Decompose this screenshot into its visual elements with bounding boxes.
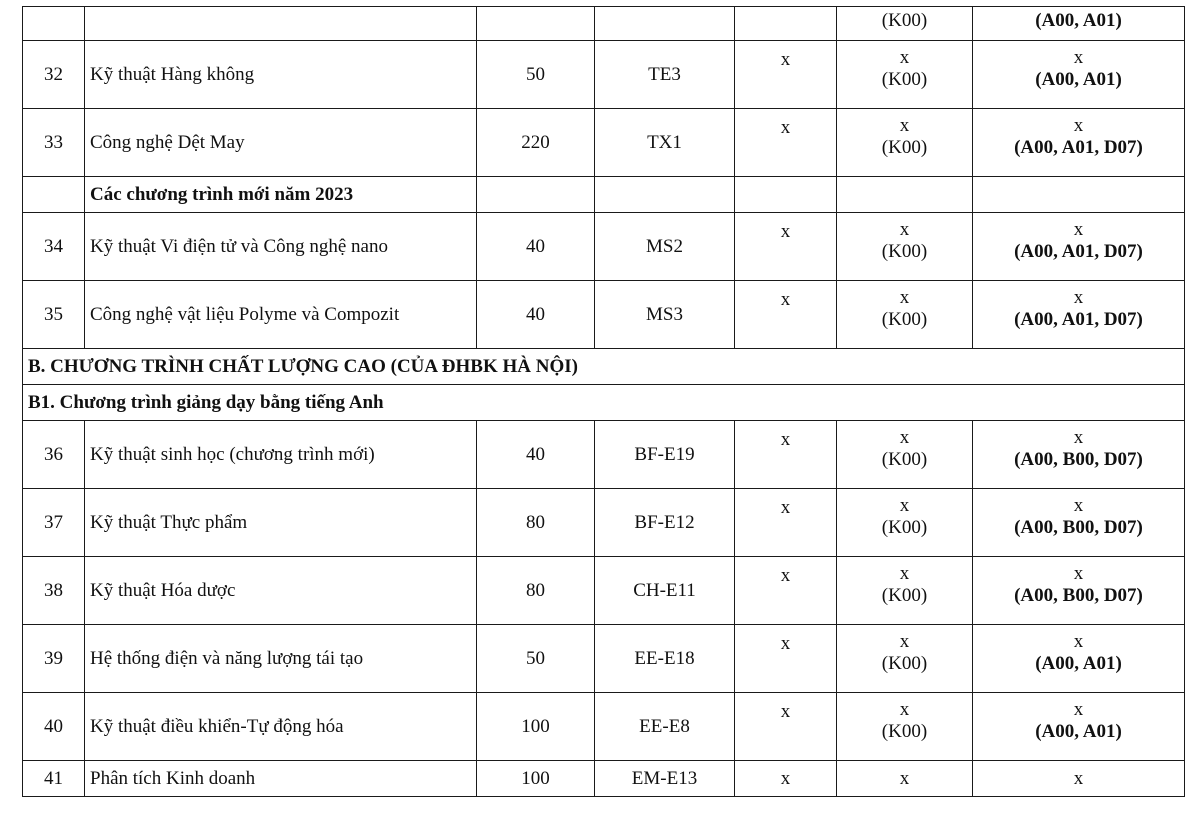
method-3-combo: (A00, A01, D07) xyxy=(1014,137,1143,158)
method-3-cell xyxy=(973,489,1185,557)
program-code-cell: CH-E11 xyxy=(595,557,735,625)
program-name-cell xyxy=(85,7,477,41)
quota-cell: 100 xyxy=(477,693,595,761)
method-3-cell xyxy=(973,557,1185,625)
program-name-cell: Kỹ thuật Hàng không xyxy=(85,41,477,109)
subheader-row xyxy=(23,177,1185,213)
quota-cell: 80 xyxy=(477,557,595,625)
method-2-combo: (K00) xyxy=(881,653,928,674)
table-row xyxy=(23,625,1185,693)
method-2-cell xyxy=(837,421,973,489)
quota-cell: 40 xyxy=(477,421,595,489)
method-2-combo: (K00) xyxy=(881,309,928,330)
method-2-cell xyxy=(837,693,973,761)
table-row xyxy=(23,41,1185,109)
method-2-combo: (K00) xyxy=(881,69,928,90)
method-2-mark: x xyxy=(899,631,910,652)
method-3-combo: (A00, B00, D07) xyxy=(1014,585,1143,606)
stt-cell: 35 xyxy=(23,281,85,349)
method-2-mark: x xyxy=(899,495,910,516)
method-2-combo: (K00) xyxy=(881,721,928,742)
method-3-mark: x xyxy=(1073,495,1084,516)
method-3-cell xyxy=(973,7,1185,41)
method-2-mark: x xyxy=(899,563,910,584)
empty-cell xyxy=(837,177,973,213)
method-3-cell xyxy=(973,625,1185,693)
method-1-cell: x xyxy=(735,281,837,349)
method-3-mark: x xyxy=(1073,563,1084,584)
program-code-cell: MS2 xyxy=(595,213,735,281)
method-3-mark: x xyxy=(1073,427,1084,448)
program-code-cell: EE-E8 xyxy=(595,693,735,761)
method-3-cell xyxy=(973,213,1185,281)
empty-cell xyxy=(477,177,595,213)
method-3-combo: (A00, A01) xyxy=(1035,10,1122,31)
table-row xyxy=(23,693,1185,761)
table-row xyxy=(23,109,1185,177)
table-row xyxy=(23,421,1185,489)
quota-cell: 40 xyxy=(477,281,595,349)
quota-cell xyxy=(477,7,595,41)
program-name-cell: Kỹ thuật Thực phẩm xyxy=(85,489,477,557)
stt-cell: 39 xyxy=(23,625,85,693)
method-3-combo: (A00, A01, D07) xyxy=(1014,241,1143,262)
method-2-mark: x xyxy=(899,699,910,720)
table-row xyxy=(23,213,1185,281)
method-3-combo: (A00, B00, D07) xyxy=(1014,517,1143,538)
method-2-cell xyxy=(837,213,973,281)
quota-cell: 50 xyxy=(477,625,595,693)
stt-cell: 40 xyxy=(23,693,85,761)
method-2-cell xyxy=(837,109,973,177)
method-3-mark: x xyxy=(1073,699,1084,720)
admissions-table xyxy=(22,6,1185,797)
admissions-table-page xyxy=(22,6,1184,797)
stt-cell xyxy=(23,177,85,213)
method-2-combo: (K00) xyxy=(881,517,928,538)
method-3-cell xyxy=(973,421,1185,489)
method-3-mark: x xyxy=(1073,47,1084,68)
section-heading: B. CHƯƠNG TRÌNH CHẤT LƯỢNG CAO (CỦA ĐHBK HÀ NỘI) xyxy=(23,349,1185,385)
table-row xyxy=(23,761,1185,797)
stt-cell: 34 xyxy=(23,213,85,281)
method-3-combo: (A00, A01) xyxy=(1035,69,1122,90)
program-code-cell: EM-E13 xyxy=(595,761,735,797)
method-3-mark: x xyxy=(1073,115,1084,136)
quota-cell: 80 xyxy=(477,489,595,557)
program-code-cell: TX1 xyxy=(595,109,735,177)
method-2-mark: x xyxy=(899,219,910,240)
section-heading: B1. Chương trình giảng dạy bằng tiếng Anh xyxy=(23,385,1185,421)
method-2-cell xyxy=(837,489,973,557)
stt-cell xyxy=(23,7,85,41)
quota-cell: 100 xyxy=(477,761,595,797)
method-3-combo: (A00, A01, D07) xyxy=(1014,309,1143,330)
empty-cell xyxy=(595,177,735,213)
method-2-cell xyxy=(837,557,973,625)
program-code-cell: MS3 xyxy=(595,281,735,349)
method-2-mark: x xyxy=(899,47,910,68)
method-3-combo: (A00, A01) xyxy=(1035,653,1122,674)
method-1-cell: x xyxy=(735,421,837,489)
method-1-cell: x xyxy=(735,761,837,797)
method-1-cell xyxy=(735,7,837,41)
quota-cell: 50 xyxy=(477,41,595,109)
stt-cell: 36 xyxy=(23,421,85,489)
empty-cell xyxy=(973,177,1185,213)
section-row xyxy=(23,349,1185,385)
program-code-cell: BF-E12 xyxy=(595,489,735,557)
empty-cell xyxy=(735,177,837,213)
method-2-mark: x xyxy=(899,287,910,308)
method-2-cell xyxy=(837,41,973,109)
method-3-mark: x xyxy=(1073,287,1084,308)
quota-cell: 40 xyxy=(477,213,595,281)
method-2-cell xyxy=(837,625,973,693)
program-name-cell: Kỹ thuật Vi điện tử và Công nghệ nano xyxy=(85,213,477,281)
program-code-cell: BF-E19 xyxy=(595,421,735,489)
stt-cell: 37 xyxy=(23,489,85,557)
stt-cell: 41 xyxy=(23,761,85,797)
method-2-combo: (K00) xyxy=(881,241,928,262)
program-code-cell: EE-E18 xyxy=(595,625,735,693)
method-3-cell xyxy=(973,109,1185,177)
method-2-mark: x xyxy=(899,427,910,448)
method-3-combo: (A00, B00, D07) xyxy=(1014,449,1143,470)
method-2-combo: (K00) xyxy=(881,10,928,31)
program-name-cell: Kỹ thuật điều khiển-Tự động hóa xyxy=(85,693,477,761)
method-2-combo: (K00) xyxy=(881,585,928,606)
method-2-combo: (K00) xyxy=(881,449,928,470)
section-row xyxy=(23,385,1185,421)
program-name-cell: Kỹ thuật sinh học (chương trình mới) xyxy=(85,421,477,489)
method-2-cell xyxy=(837,7,973,41)
method-1-cell: x xyxy=(735,213,837,281)
program-name-cell: Công nghệ vật liệu Polyme và Compozit xyxy=(85,281,477,349)
method-3-cell xyxy=(973,693,1185,761)
program-name-cell: Hệ thống điện và năng lượng tái tạo xyxy=(85,625,477,693)
stt-cell: 32 xyxy=(23,41,85,109)
subheader-label: Các chương trình mới năm 2023 xyxy=(85,177,477,213)
program-code-cell xyxy=(595,7,735,41)
stt-cell: 38 xyxy=(23,557,85,625)
method-1-cell: x xyxy=(735,109,837,177)
program-name-cell: Công nghệ Dệt May xyxy=(85,109,477,177)
table-row xyxy=(23,281,1185,349)
method-3-cell xyxy=(973,41,1185,109)
method-1-cell: x xyxy=(735,625,837,693)
method-1-cell: x xyxy=(735,557,837,625)
program-name-cell: Kỹ thuật Hóa dược xyxy=(85,557,477,625)
method-1-cell: x xyxy=(735,693,837,761)
stt-cell: 33 xyxy=(23,109,85,177)
method-3-cell: x xyxy=(973,761,1185,797)
table-row xyxy=(23,489,1185,557)
method-3-combo: (A00, A01) xyxy=(1035,721,1122,742)
table-row-continued xyxy=(23,7,1185,41)
table-row xyxy=(23,557,1185,625)
method-2-cell: x xyxy=(837,761,973,797)
method-2-cell xyxy=(837,281,973,349)
method-3-mark: x xyxy=(1073,631,1084,652)
method-3-cell xyxy=(973,281,1185,349)
method-2-mark: x xyxy=(899,115,910,136)
quota-cell: 220 xyxy=(477,109,595,177)
method-2-combo: (K00) xyxy=(881,137,928,158)
method-1-cell: x xyxy=(735,489,837,557)
program-name-cell: Phân tích Kinh doanh xyxy=(85,761,477,797)
program-code-cell: TE3 xyxy=(595,41,735,109)
method-3-mark: x xyxy=(1073,219,1084,240)
method-1-cell: x xyxy=(735,41,837,109)
